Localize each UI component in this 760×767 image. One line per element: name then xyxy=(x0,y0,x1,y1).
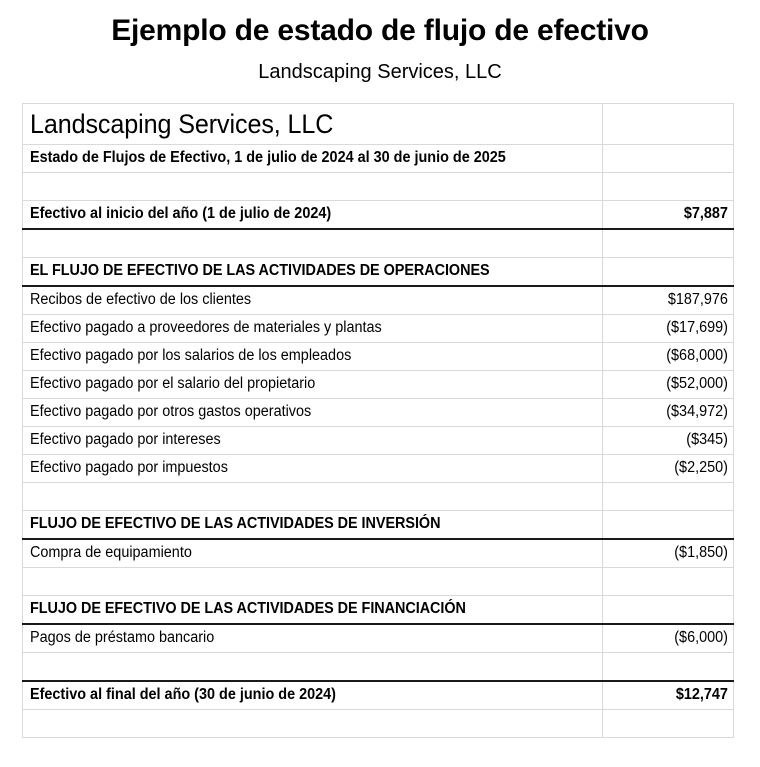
closing-balance-label: Efectivo al final del año (30 de junio de 2024) xyxy=(23,681,562,710)
page-subtitle: Landscaping Services, LLC xyxy=(258,61,502,83)
section-heading-investing: FLUJO DE EFECTIVO DE LAS ACTIVIDADES DE INVERSIÓN xyxy=(23,511,562,540)
line-item-value: ($1,850) xyxy=(612,539,734,568)
spacer-label-cell xyxy=(23,229,562,258)
table-row xyxy=(23,399,734,427)
section-heading-operating: EL FLUJO DE EFECTIVO DE LAS ACTIVIDADES DE OPERACIONES xyxy=(23,258,562,287)
table-row-spacer xyxy=(23,653,734,682)
opening-balance-value: $7,887 xyxy=(612,201,734,230)
table-row xyxy=(23,427,734,455)
page-title: Ejemplo de estado de flujo de efectivo xyxy=(111,14,649,47)
spacer-value-cell xyxy=(612,173,734,201)
line-item-value: ($34,972) xyxy=(612,399,734,427)
table-row-opening-balance xyxy=(23,201,734,230)
line-item-value: ($17,699) xyxy=(612,315,734,343)
period-value-cell xyxy=(612,145,734,173)
table-row-spacer xyxy=(23,568,734,596)
table-row-spacer xyxy=(23,229,734,258)
table-row-period xyxy=(23,145,734,173)
statement-table xyxy=(22,103,734,738)
section-heading-investing-value xyxy=(612,511,734,540)
table-row-spacer xyxy=(23,710,734,738)
statement-body xyxy=(23,104,734,738)
spacer-label-cell xyxy=(23,653,562,682)
spacer-label-cell xyxy=(23,173,562,201)
company-name-cell: Landscaping Services, LLC xyxy=(23,104,562,145)
line-item-label: Efectivo pagado por los salarios de los empleados xyxy=(23,343,562,371)
line-item-label: Pagos de préstamo bancario xyxy=(23,624,562,653)
line-item-value: ($6,000) xyxy=(612,624,734,653)
table-row xyxy=(23,455,734,483)
line-item-label: Efectivo pagado por intereses xyxy=(23,427,562,455)
section-heading-operating-value xyxy=(612,258,734,287)
company-name-value-cell xyxy=(612,104,734,145)
line-item-value: ($68,000) xyxy=(612,343,734,371)
section-heading-financing-value xyxy=(612,596,734,625)
cash-flow-statement xyxy=(22,103,733,738)
table-row xyxy=(23,286,734,315)
line-item-label: Efectivo pagado por el salario del propietario xyxy=(23,371,562,399)
table-row-company xyxy=(23,104,734,145)
spacer-value-cell xyxy=(612,483,734,511)
table-row xyxy=(23,371,734,399)
spacer-label-cell xyxy=(23,483,562,511)
spacer-label-cell xyxy=(23,710,562,738)
spacer-value-cell xyxy=(612,710,734,738)
table-row-section-heading-operating xyxy=(23,258,734,287)
table-row-closing-balance xyxy=(23,681,734,710)
period-label-cell: Estado de Flujos de Efectivo, 1 de julio de 2024 al 30 de junio de 2025 xyxy=(23,145,562,173)
spacer-value-cell xyxy=(612,229,734,258)
spacer-label-cell xyxy=(23,568,562,596)
spacer-value-cell xyxy=(612,653,734,682)
closing-balance-value: $12,747 xyxy=(612,681,734,710)
table-row xyxy=(23,343,734,371)
table-row xyxy=(23,539,734,568)
line-item-value: $187,976 xyxy=(612,286,734,315)
line-item-label: Efectivo pagado por impuestos xyxy=(23,455,562,483)
spacer-value-cell xyxy=(612,568,734,596)
section-heading-financing: FLUJO DE EFECTIVO DE LAS ACTIVIDADES DE FINANCIACIÓN xyxy=(23,596,562,625)
line-item-value: ($345) xyxy=(612,427,734,455)
line-item-label: Recibos de efectivo de los clientes xyxy=(23,286,562,315)
opening-balance-label: Efectivo al inicio del año (1 de julio de 2024) xyxy=(23,201,562,230)
table-row-section-heading-investing xyxy=(23,511,734,540)
table-row xyxy=(23,315,734,343)
line-item-label: Efectivo pagado por otros gastos operativos xyxy=(23,399,562,427)
table-row-spacer xyxy=(23,173,734,201)
line-item-value: ($52,000) xyxy=(612,371,734,399)
table-row xyxy=(23,624,734,653)
line-item-value: ($2,250) xyxy=(612,455,734,483)
line-item-label: Compra de equipamiento xyxy=(23,539,562,568)
table-row-spacer xyxy=(23,483,734,511)
table-row-section-heading-financing xyxy=(23,596,734,625)
line-item-label: Efectivo pagado a proveedores de materiales y plantas xyxy=(23,315,562,343)
